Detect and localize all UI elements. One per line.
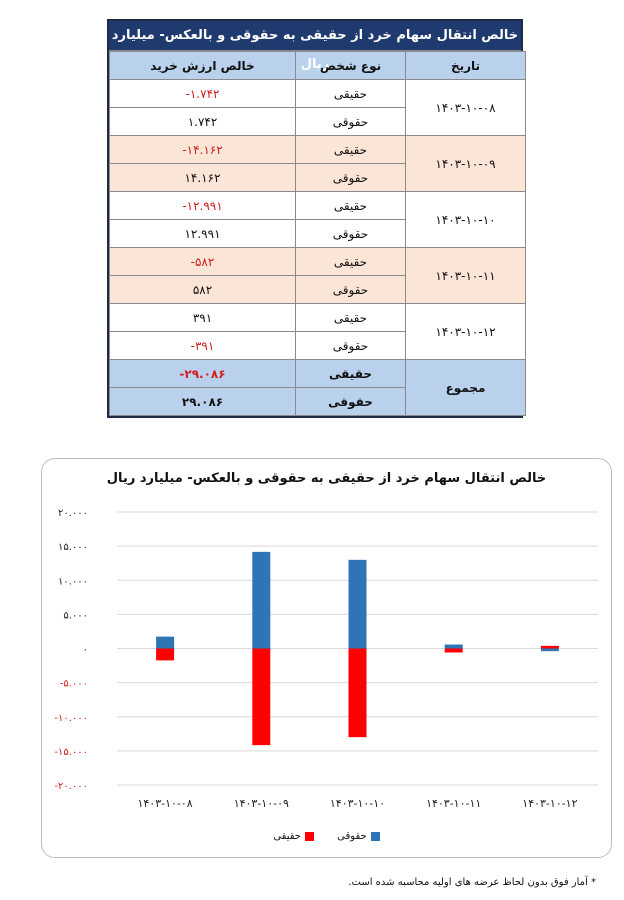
bar-real: [541, 646, 559, 649]
x-tick-label: ۱۴۰۳-۱۰-۰۸: [137, 797, 193, 810]
y-tick-label: ۲۰.۰۰۰: [57, 508, 88, 519]
net-value-cell: -۱.۷۴۲: [110, 80, 296, 108]
total-value-cell: ۲۹.۰۸۶: [110, 388, 296, 416]
table-body: [110, 80, 526, 416]
y-tick-label: ۱۰.۰۰۰: [57, 576, 88, 588]
x-tick-label: ۱۴۰۳-۱۰-۱۲: [522, 797, 578, 810]
net-value-cell: -۱۴.۱۶۲: [110, 136, 296, 164]
person-type-cell: حقیقی: [296, 80, 406, 108]
total-person-type-cell: حقیقی: [296, 360, 406, 388]
x-tick-label: ۱۴۰۳-۱۰-۰۹: [233, 797, 289, 810]
legend-swatch-legal: [371, 832, 380, 841]
person-type-cell: حقیقی: [296, 192, 406, 220]
person-type-cell: حقوقی: [296, 220, 406, 248]
table-row: [110, 136, 526, 164]
person-type-cell: حقیقی: [296, 136, 406, 164]
net-value-cell: ۵۸۲: [110, 276, 296, 304]
person-type-cell: حقوقی: [296, 332, 406, 360]
legend-label-legal: حقوقی: [337, 831, 367, 842]
bar-legal: [349, 560, 367, 649]
net-value-cell: ۱.۷۴۲: [110, 108, 296, 136]
chart-legend: [42, 831, 611, 844]
bar-real: [445, 649, 463, 653]
y-tick-label: -۱۵.۰۰۰: [54, 746, 88, 758]
net-value-cell: -۱۲.۹۹۱: [110, 192, 296, 220]
y-tick-label: ۰: [82, 644, 88, 656]
person-type-cell: حقوقی: [296, 108, 406, 136]
bar-real: [349, 649, 367, 738]
chart-title: خالص انتقال سهام خرد از حقیقی به حقوقی و بالعکس- میلیارد ریال: [106, 471, 547, 486]
net-value-cell: -۳۹۱: [110, 332, 296, 360]
x-tick-label: ۱۴۰۳-۱۰-۱۱: [426, 797, 482, 810]
legend-swatch-real: [305, 832, 314, 841]
bar-real: [156, 649, 174, 661]
header-person-type: نوع شخص: [296, 52, 406, 80]
bar-real: [252, 649, 270, 746]
y-tick-label: ۱۵.۰۰۰: [57, 542, 88, 554]
y-tick-label: -۲۰.۰۰۰: [54, 781, 88, 792]
table-row: [110, 304, 526, 332]
footnote: * آمار فوق بدون لحاظ عرضه های اولیه محاسبه شده است.: [348, 877, 596, 888]
date-cell: ۱۴۰۳-۱۰-۱۱: [406, 248, 526, 304]
person-type-cell: حقوقی: [296, 164, 406, 192]
bar-legal: [541, 649, 559, 652]
net-value-cell: ۱۴.۱۶۲: [110, 164, 296, 192]
table-row: [110, 192, 526, 220]
summary-table: [107, 19, 523, 418]
legend-label-real: حقیقی: [273, 831, 301, 842]
total-value-cell: -۲۹.۰۸۶: [110, 360, 296, 388]
y-tick-label: ۵.۰۰۰: [63, 610, 88, 622]
total-row: [110, 360, 526, 388]
total-label-cell: مجموع: [406, 360, 526, 416]
data-table: [109, 51, 526, 416]
header-net-value: خالص ارزش خرید: [110, 52, 296, 80]
date-cell: ۱۴۰۳-۱۰-۰۹: [406, 136, 526, 192]
person-type-cell: حقوقی: [296, 276, 406, 304]
bar-legal: [252, 552, 270, 649]
bar-chart: [42, 459, 613, 859]
date-cell: ۱۴۰۳-۱۰-۱۲: [406, 304, 526, 360]
y-tick-label: -۱۰.۰۰۰: [54, 712, 88, 724]
date-cell: ۱۴۰۳-۱۰-۱۰: [406, 192, 526, 248]
date-cell: ۱۴۰۳-۱۰-۰۸: [406, 80, 526, 136]
legend-item-real: [273, 831, 314, 842]
x-tick-label: ۱۴۰۳-۱۰-۱۰: [329, 797, 386, 810]
person-type-cell: حقیقی: [296, 248, 406, 276]
y-tick-label: -۵.۰۰۰: [59, 678, 88, 690]
table-row: [110, 248, 526, 276]
total-person-type-cell: حقوقی: [296, 388, 406, 416]
person-type-cell: حقیقی: [296, 304, 406, 332]
net-value-cell: ۱۲.۹۹۱: [110, 220, 296, 248]
bar-legal: [445, 645, 463, 649]
chart-panel: [41, 458, 612, 858]
legend-item-legal: [337, 831, 380, 842]
bar-legal: [156, 637, 174, 649]
header-date: تاریخ: [406, 52, 526, 80]
table-row: [110, 80, 526, 108]
net-value-cell: ۳۹۱: [110, 304, 296, 332]
net-value-cell: -۵۸۲: [110, 248, 296, 276]
table-title: خالص انتقال سهام خرد از حقیقی به حقوقی و بالعکس- میلیارد ریال: [109, 21, 521, 51]
